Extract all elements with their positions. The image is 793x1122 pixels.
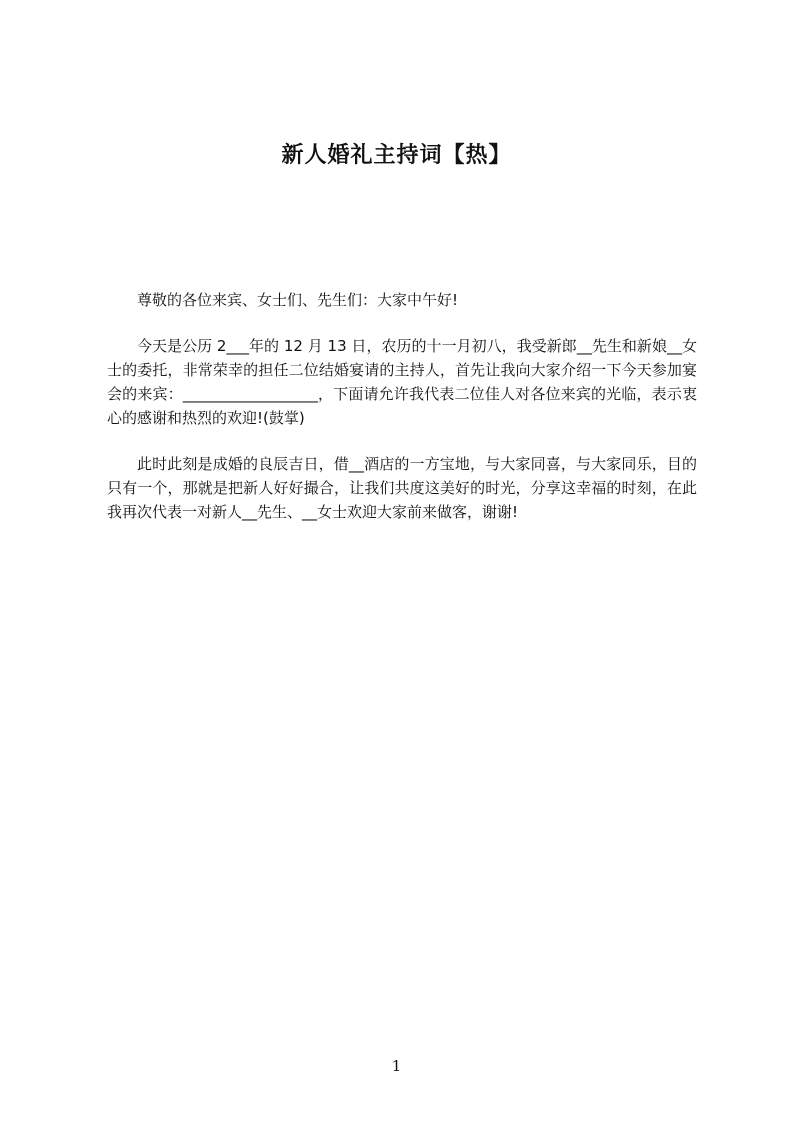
document-body — [107, 288, 697, 546]
introduction-paragraph: 今天是公历 2___年的 12 月 13 日，农历的十一月初八，我受新郎__先生和新娘__女士的委托，非常荣幸的担任二位结婚宴请的主持人，首先让我向大家介绍一下今天参加宴会的来宾：__________________，下面请允许我代表二位佳人对各位来宾的光临，表示衷心的感谢和热烈的欢迎!(鼓掌) — [107, 337, 697, 427]
document-title: 新人婚礼主持词【热】 — [281, 143, 512, 168]
closing-paragraph: 此时此刻是成婚的良辰吉日，借__酒店的一方宝地，与大家同喜，与大家同乐，目的只有一个，那就是把新人好好撮合，让我们共度这美好的时光，分享这幸福的时刻，在此我再次代表一对新人__先生、__女士欢迎大家前来做客，谢谢! — [107, 455, 697, 521]
greeting-paragraph: 尊敬的各位来宾、女士们、先生们：大家中午好! — [137, 291, 459, 309]
page-number: 1 — [391, 1057, 402, 1075]
